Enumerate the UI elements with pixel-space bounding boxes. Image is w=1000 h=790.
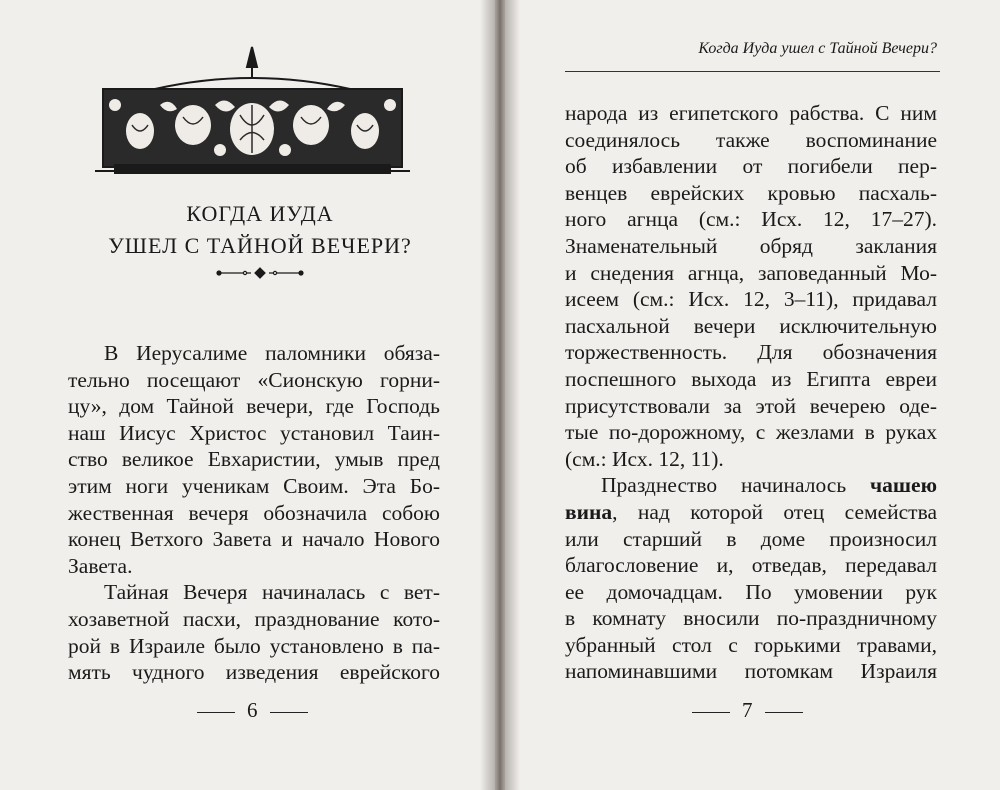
text-line: вина, над которой отец семейства [565,499,937,524]
text-line: тельно посещают «Сионскую горни- [68,367,440,392]
text-line: благословение и, отведав, передавал [565,553,937,578]
text-line: цу», дом Тайной вечери, где Господь [68,394,440,419]
text-line: Завета. [68,553,133,578]
text-line: Знаменательный обряд заклания [565,233,937,258]
page-number-left: 6 [185,698,320,723]
text-line: наш Иисус Христос установил Таин- [68,420,440,445]
text-line: поспешного выхода из Египта евреи [565,366,937,391]
text-line: ее домочадцам. По умовении рук [565,579,937,604]
text-line: ство великое Евхаристии, умыв пред [68,447,440,472]
text-line: Празднество начиналось чашею [601,473,937,498]
text-line: тые по-дорожному, с жезлами в руках [565,420,937,445]
text-line: народа из египетского рабства. С ним [565,101,937,125]
text-line: убранный стол с горькими травами, [565,632,937,657]
running-head: Когда Иуда ушел с Тайной Вечери? [698,40,937,57]
text-line: присутствовали за этой вечерею оде- [565,393,937,418]
text-line: исеем (см.: Исх. 12, 3–11), придавал [565,287,937,312]
text-line: конец Ветхого Завета и начало Нового [68,527,440,552]
text-line: и снедения агнца, заповеданный Мо- [565,260,937,285]
text-line: этим ноги ученикам Своим. Эта Бо- [68,473,440,498]
text-line: венцев еврейских кровью пасхаль- [565,180,937,205]
text-line: торжественность. Для обозначения [565,340,937,365]
text-line: жественная вечеря обозначила собою [68,500,440,525]
bold-term: вина [565,499,613,524]
text-line: хозаветной пасхи, празднование кото- [68,606,440,631]
text-line: мять чудного изведения еврейского [68,660,440,685]
book-gutter [480,0,520,790]
text-line: пасхальной вечери исключительную [565,313,937,338]
text-line: соединялось также воспоминание [565,127,937,152]
text-line: в комнату вносили по-праздничному [565,606,937,631]
decorative-divider [215,266,305,280]
left-page-body [68,340,440,686]
text-line: напоминавшими потомкам Израиля [565,659,937,684]
chapter-title-line-2: УШЕЛ С ТАЙНОЙ ВЕЧЕРИ? [108,233,412,258]
chapter-title-line-1: КОГДА ИУДА [186,201,334,226]
right-page-body [565,100,937,685]
text-line: В Иерусалиме паломники обяза- [104,341,440,365]
page-number-right: 7 [680,698,815,723]
text-line: (см.: Исх. 12, 11). [565,446,724,471]
text-line: ного агнца (см.: Исх. 12, 17–27). [565,207,937,232]
running-head-rule [565,71,940,72]
text-line: рой в Израиле было установлено в па- [68,633,440,658]
text-line: об избавлении от погибели пер- [565,154,937,179]
floral-ornament-headpiece [95,45,410,185]
text-line: или старший в доме произносил [565,526,937,551]
bold-term: чашею [870,473,937,498]
text-line: Тайная Вечеря начиналась с вет- [104,580,440,605]
